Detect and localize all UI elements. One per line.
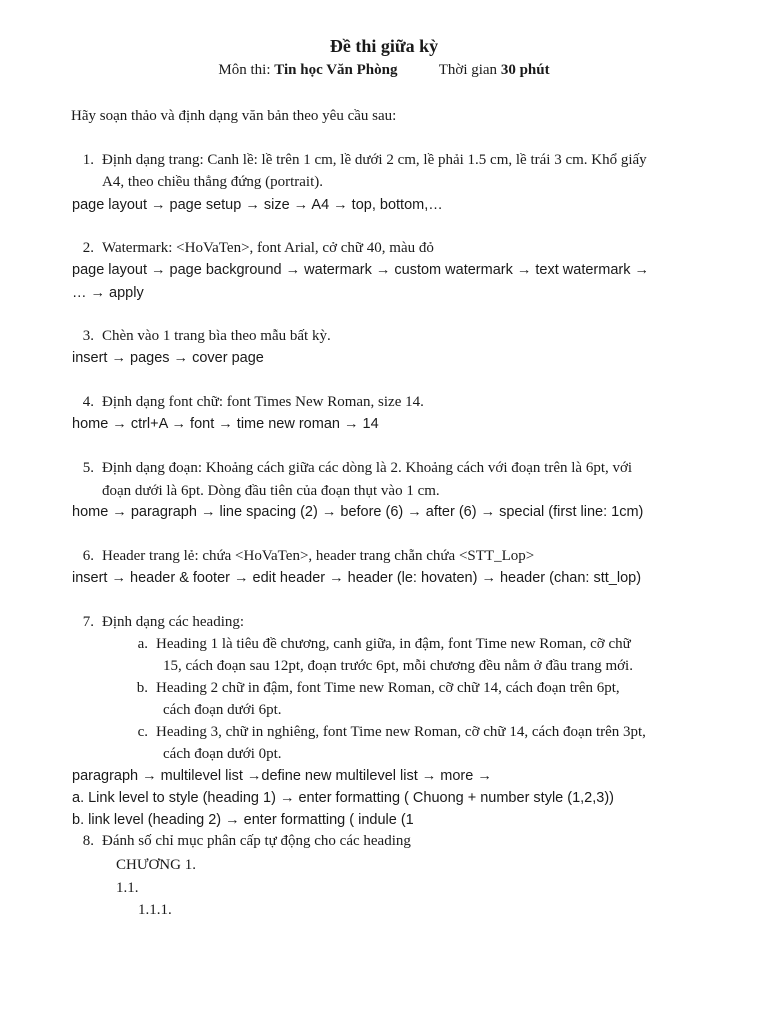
page-title: Đề thi giữa kỳ — [329, 36, 439, 56]
item-number: 8. — [82, 833, 94, 849]
item-number: 1. — [82, 152, 94, 168]
item-number: 6. — [82, 548, 94, 564]
time-value: 30 phút — [500, 62, 550, 78]
list-item — [71, 326, 331, 346]
path-line: page layout → page setup → size → A4 → top, bottom,… — [72, 197, 443, 213]
list-item — [71, 150, 647, 170]
list-item — [71, 612, 244, 632]
sub-item-text: Heading 3, chữ in nghiêng, font Time new Roman, cỡ chữ 14, cách đoạn trên 3pt, — [156, 724, 646, 740]
list-item — [71, 546, 534, 566]
sub-item — [130, 722, 646, 742]
numbering-level-3: 1.1.1. — [138, 902, 172, 918]
sub-item — [130, 634, 631, 654]
item-text: Định dạng font chữ: font Times New Roman, size 14. — [102, 394, 424, 410]
item-text: Watermark: <HoVaTen>, font Arial, cở chữ 40, màu đỏ — [102, 240, 434, 256]
exam-subtitle — [0, 62, 768, 79]
item-text-cont: đoạn dưới là 6pt. Dòng đầu tiên của đoạn thụt vào 1 cm. — [102, 483, 440, 499]
item-number: 3. — [82, 328, 94, 344]
intro-text: Hãy soạn thảo và định dạng văn bản theo yêu cầu sau: — [71, 108, 397, 124]
path-line: insert → pages → cover page — [72, 350, 264, 366]
path-line: page layout → page background → watermark → custom watermark → text watermark → — [72, 262, 649, 278]
item-number: 7. — [82, 614, 94, 630]
item-number: 4. — [82, 394, 94, 410]
sub-item-text: Heading 1 là tiêu đề chương, canh giữa, in đậm, font Time new Roman, cỡ chữ — [156, 636, 631, 652]
subject-label: Môn thi: — [218, 62, 271, 78]
path-line: home → ctrl+A → font → time new roman → 14 — [72, 416, 379, 432]
sub-item — [130, 678, 620, 698]
item-text: Đánh số chỉ mục phân cấp tự động cho các heading — [102, 833, 411, 849]
numbering-level-2: 1.1. — [116, 880, 139, 896]
list-item — [71, 392, 424, 412]
item-text: Chèn vào 1 trang bìa theo mẫu bất kỳ. — [102, 328, 331, 344]
list-item — [71, 238, 434, 258]
time-label: Thời gian — [438, 62, 498, 78]
subject-name: Tin học Văn Phòng — [274, 62, 398, 78]
sub-item-text-cont: cách đoạn dưới 6pt. — [163, 702, 282, 718]
path-line: home → paragraph → line spacing (2) → before (6) → after (6) → special (first line: 1cm) — [72, 504, 644, 520]
sub-item-text-cont: cách đoạn dưới 0pt. — [163, 746, 282, 762]
item-text: Định dạng các heading: — [102, 614, 245, 630]
item-number: 2. — [82, 240, 94, 256]
sub-item-text-cont: 15, cách đoạn sau 12pt, đoạn trước 6pt, mỗi chương đều nằm ở đầu trang mới. — [163, 658, 633, 674]
item-text-cont: A4, theo chiều thẳng đứng (portrait). — [102, 174, 323, 190]
list-item — [71, 458, 632, 478]
item-text: Header trang lẻ: chứa <HoVaTen>, header trang chẵn chứa <STT_Lop> — [102, 548, 535, 564]
path-line: a. Link level to style (heading 1) → enter formatting ( Chuong + number style (1,2,3)) — [72, 790, 615, 806]
path-line: … → apply — [72, 285, 144, 301]
sub-item-text: Heading 2 chữ in đậm, font Time new Roman, cỡ chữ 14, cách đoạn trên 6pt, — [156, 680, 620, 696]
path-line: insert → header & footer → edit header → header (le: hovaten) → header (chan: stt_lop) — [72, 570, 642, 586]
sub-item-letter: b. — [136, 680, 148, 696]
item-text: Định dạng đoạn: Khoảng cách giữa các dòng là 2. Khoảng cách với đoạn trên là 6pt, với — [102, 460, 633, 476]
item-number: 5. — [82, 460, 94, 476]
item-text: Định dạng trang: Canh lề: lề trên 1 cm, lề dưới 2 cm, lề phải 1.5 cm, lề trái 3 cm. Khổ giấy — [102, 152, 647, 168]
numbering-level-1: CHƯƠNG 1. — [116, 857, 196, 873]
path-line: b. link level (heading 2) → enter formatting ( indule (1 — [72, 812, 414, 828]
list-item — [71, 831, 411, 851]
sub-item-letter: a. — [137, 636, 148, 652]
path-line: paragraph → multilevel list →define new multilevel list → more → — [72, 768, 492, 784]
sub-item-letter: c. — [137, 724, 148, 740]
